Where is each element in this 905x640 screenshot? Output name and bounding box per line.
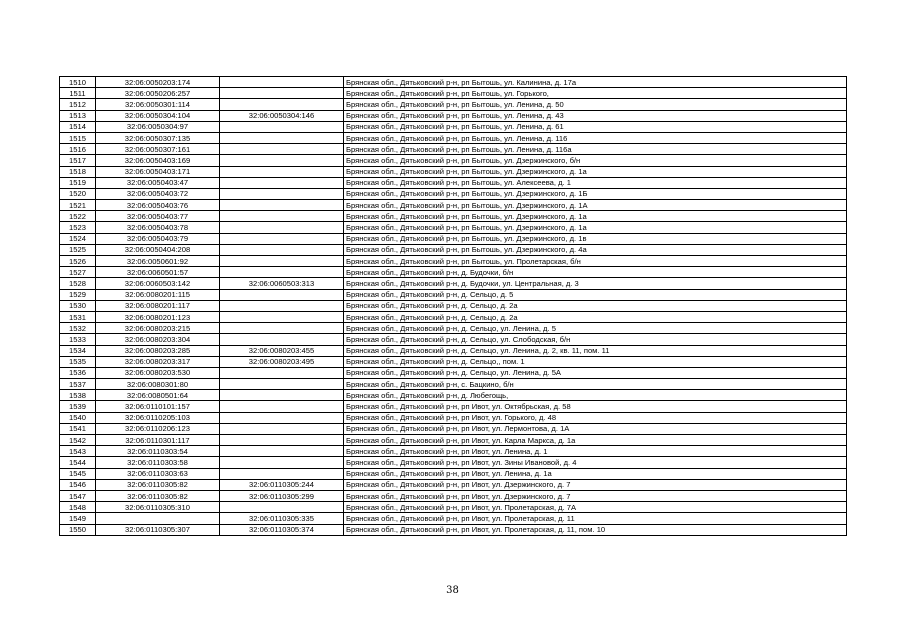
cadastral-number: 32:06:0060501:57 bbox=[96, 267, 220, 278]
related-cadastral-number: 32:06:0080203:495 bbox=[220, 356, 344, 367]
table-row bbox=[60, 200, 847, 211]
table-row bbox=[60, 401, 847, 412]
row-number: 1527 bbox=[60, 267, 96, 278]
cadastral-number: 32:06:0050307:135 bbox=[96, 132, 220, 143]
property-registry-table bbox=[59, 76, 847, 536]
cadastral-number: 32:06:0080501:64 bbox=[96, 390, 220, 401]
row-number: 1535 bbox=[60, 356, 96, 367]
related-cadastral-number: 32:06:0110305:335 bbox=[220, 513, 344, 524]
related-cadastral-number bbox=[220, 132, 344, 143]
address-cell: Брянская обл., Дятьковский р-н, рп Бытошь, ул. Ленина, д. 116а bbox=[344, 144, 847, 155]
cadastral-number: 32:06:0050403:171 bbox=[96, 166, 220, 177]
address-cell: Брянская обл., Дятьковский р-н, д. Сельцо, ул. Ленина, д. 5А bbox=[344, 367, 847, 378]
table-row bbox=[60, 132, 847, 143]
related-cadastral-number bbox=[220, 446, 344, 457]
address-cell: Брянская обл., Дятьковский р-н, рп Бытошь, ул. Ленина, д. 61 bbox=[344, 121, 847, 132]
table-row bbox=[60, 278, 847, 289]
address-cell: Брянская обл., Дятьковский р-н, д. Сельцо, ул. Ленина, д. 5 bbox=[344, 323, 847, 334]
address-cell: Брянская обл., Дятьковский р-н, рп Бытошь, ул. Алексеева, д. 1 bbox=[344, 177, 847, 188]
table-row bbox=[60, 490, 847, 501]
row-number: 1530 bbox=[60, 300, 96, 311]
related-cadastral-number bbox=[220, 177, 344, 188]
related-cadastral-number bbox=[220, 188, 344, 199]
cadastral-number: 32:06:0110303:54 bbox=[96, 446, 220, 457]
address-cell: Брянская обл., Дятьковский р-н, д. Сельцо, ул. Ленина, д. 2, кв. 11, пом. 11 bbox=[344, 345, 847, 356]
related-cadastral-number bbox=[220, 244, 344, 255]
table-row bbox=[60, 155, 847, 166]
cadastral-number: 32:06:0050403:47 bbox=[96, 177, 220, 188]
row-number: 1537 bbox=[60, 379, 96, 390]
address-cell: Брянская обл., Дятьковский р-н, рп Бытошь, ул. Ленина, д. 116 bbox=[344, 132, 847, 143]
row-number: 1533 bbox=[60, 334, 96, 345]
table-row bbox=[60, 244, 847, 255]
address-cell: Брянская обл., Дятьковский р-н, рп Бытошь, ул. Дзержинского, д. 1а bbox=[344, 222, 847, 233]
table-row bbox=[60, 479, 847, 490]
address-cell: Брянская обл., Дятьковский р-н, д. Сельцо, д. 2а bbox=[344, 300, 847, 311]
cadastral-number: 32:06:0110205:103 bbox=[96, 412, 220, 423]
table-row bbox=[60, 121, 847, 132]
table-row bbox=[60, 311, 847, 322]
table-row bbox=[60, 323, 847, 334]
row-number: 1547 bbox=[60, 490, 96, 501]
related-cadastral-number bbox=[220, 144, 344, 155]
row-number: 1510 bbox=[60, 77, 96, 88]
related-cadastral-number bbox=[220, 468, 344, 479]
related-cadastral-number: 32:06:0080203:455 bbox=[220, 345, 344, 356]
related-cadastral-number bbox=[220, 267, 344, 278]
address-cell: Брянская обл., Дятьковский р-н, рп Ивот, ул. Лермонтова, д. 1А bbox=[344, 423, 847, 434]
related-cadastral-number bbox=[220, 502, 344, 513]
cadastral-number: 32:06:0050403:77 bbox=[96, 211, 220, 222]
row-number: 1517 bbox=[60, 155, 96, 166]
table-row bbox=[60, 356, 847, 367]
table-row bbox=[60, 390, 847, 401]
table-row bbox=[60, 345, 847, 356]
cadastral-number: 32:06:0110206:123 bbox=[96, 423, 220, 434]
address-cell: Брянская обл., Дятьковский р-н, рп Бытошь, ул. Дзержинского, д. 1Б bbox=[344, 188, 847, 199]
related-cadastral-number bbox=[220, 233, 344, 244]
table-row bbox=[60, 446, 847, 457]
row-number: 1541 bbox=[60, 423, 96, 434]
address-cell: Брянская обл., Дятьковский р-н, д. Будочки, ул. Центральная, д. 3 bbox=[344, 278, 847, 289]
row-number: 1548 bbox=[60, 502, 96, 513]
cadastral-number: 32:06:0050307:161 bbox=[96, 144, 220, 155]
row-number: 1545 bbox=[60, 468, 96, 479]
address-cell: Брянская обл., Дятьковский р-н, рп Бытошь, ул. Дзержинского, д. 1а bbox=[344, 166, 847, 177]
cadastral-number: 32:06:0050403:169 bbox=[96, 155, 220, 166]
address-cell: Брянская обл., Дятьковский р-н, рп Бытошь, ул. Ленина, д. 50 bbox=[344, 99, 847, 110]
related-cadastral-number bbox=[220, 88, 344, 99]
table-body bbox=[60, 77, 847, 536]
row-number: 1529 bbox=[60, 289, 96, 300]
cadastral-number: 32:06:0050404:208 bbox=[96, 244, 220, 255]
address-cell: Брянская обл., Дятьковский р-н, с. Бацкино, б/н bbox=[344, 379, 847, 390]
table-row bbox=[60, 513, 847, 524]
cadastral-number: 32:06:0080201:123 bbox=[96, 311, 220, 322]
row-number: 1511 bbox=[60, 88, 96, 99]
table-row bbox=[60, 412, 847, 423]
cadastral-number: 32:06:0110303:63 bbox=[96, 468, 220, 479]
related-cadastral-number bbox=[220, 121, 344, 132]
row-number: 1516 bbox=[60, 144, 96, 155]
cadastral-number: 32:06:0110305:82 bbox=[96, 479, 220, 490]
table-row bbox=[60, 502, 847, 513]
row-number: 1524 bbox=[60, 233, 96, 244]
table-row bbox=[60, 99, 847, 110]
table-row bbox=[60, 423, 847, 434]
address-cell: Брянская обл., Дятьковский р-н, д. Сельцо,, пом. 1 bbox=[344, 356, 847, 367]
table-row bbox=[60, 188, 847, 199]
table-row bbox=[60, 379, 847, 390]
cadastral-number bbox=[96, 513, 220, 524]
cadastral-number: 32:06:0110305:310 bbox=[96, 502, 220, 513]
cadastral-number: 32:06:0050304:104 bbox=[96, 110, 220, 121]
address-cell: Брянская обл., Дятьковский р-н, рп Бытошь, ул. Калинина, д. 17а bbox=[344, 77, 847, 88]
table-row bbox=[60, 233, 847, 244]
address-cell: Брянская обл., Дятьковский р-н, рп Бытошь, ул. Дзержинского, б/н bbox=[344, 155, 847, 166]
row-number: 1542 bbox=[60, 435, 96, 446]
row-number: 1513 bbox=[60, 110, 96, 121]
cadastral-number: 32:06:0050301:114 bbox=[96, 99, 220, 110]
address-cell: Брянская обл., Дятьковский р-н, рп Бытошь, ул. Пролетарская, б/н bbox=[344, 256, 847, 267]
row-number: 1540 bbox=[60, 412, 96, 423]
address-cell: Брянская обл., Дятьковский р-н, рп Ивот, ул. Горького, д. 48 bbox=[344, 412, 847, 423]
related-cadastral-number: 32:06:0050304:146 bbox=[220, 110, 344, 121]
address-cell: Брянская обл., Дятьковский р-н, д. Будочки, б/н bbox=[344, 267, 847, 278]
cadastral-number: 32:06:0110305:82 bbox=[96, 490, 220, 501]
related-cadastral-number bbox=[220, 457, 344, 468]
cadastral-number: 32:06:0050203:174 bbox=[96, 77, 220, 88]
address-cell: Брянская обл., Дятьковский р-н, рп Бытошь, ул. Горького, bbox=[344, 88, 847, 99]
cadastral-number: 32:06:0110303:58 bbox=[96, 457, 220, 468]
cadastral-number: 32:06:0110101:157 bbox=[96, 401, 220, 412]
related-cadastral-number bbox=[220, 155, 344, 166]
cadastral-number: 32:06:0110305:307 bbox=[96, 524, 220, 535]
row-number: 1543 bbox=[60, 446, 96, 457]
related-cadastral-number bbox=[220, 99, 344, 110]
cadastral-number: 32:06:0050403:78 bbox=[96, 222, 220, 233]
related-cadastral-number bbox=[220, 401, 344, 412]
cadastral-number: 32:06:0080203:215 bbox=[96, 323, 220, 334]
related-cadastral-number bbox=[220, 367, 344, 378]
row-number: 1519 bbox=[60, 177, 96, 188]
related-cadastral-number bbox=[220, 334, 344, 345]
table-row bbox=[60, 166, 847, 177]
table-row bbox=[60, 457, 847, 468]
related-cadastral-number bbox=[220, 211, 344, 222]
row-number: 1550 bbox=[60, 524, 96, 535]
row-number: 1528 bbox=[60, 278, 96, 289]
cadastral-number: 32:06:0110301:117 bbox=[96, 435, 220, 446]
cadastral-number: 32:06:0080201:115 bbox=[96, 289, 220, 300]
cadastral-number: 32:06:0050206:257 bbox=[96, 88, 220, 99]
related-cadastral-number bbox=[220, 435, 344, 446]
address-cell: Брянская обл., Дятьковский р-н, рп Ивот, ул. Дзержинского, д. 7 bbox=[344, 479, 847, 490]
cadastral-number: 32:06:0050304:97 bbox=[96, 121, 220, 132]
table-row bbox=[60, 77, 847, 88]
cadastral-number: 32:06:0050601:92 bbox=[96, 256, 220, 267]
row-number: 1531 bbox=[60, 311, 96, 322]
table-row bbox=[60, 177, 847, 188]
address-cell: Брянская обл., Дятьковский р-н, рп Бытошь, ул. Дзержинского, д. 4а bbox=[344, 244, 847, 255]
row-number: 1532 bbox=[60, 323, 96, 334]
address-cell: Брянская обл., Дятьковский р-н, д. Сельцо, д. 5 bbox=[344, 289, 847, 300]
related-cadastral-number bbox=[220, 77, 344, 88]
row-number: 1525 bbox=[60, 244, 96, 255]
table-row bbox=[60, 334, 847, 345]
table-row bbox=[60, 300, 847, 311]
address-cell: Брянская обл., Дятьковский р-н, д. Любегощь, bbox=[344, 390, 847, 401]
address-cell: Брянская обл., Дятьковский р-н, рп Бытошь, ул. Дзержинского, д. 1а bbox=[344, 211, 847, 222]
address-cell: Брянская обл., Дятьковский р-н, рп Бытошь, ул. Дзержинского, д. 1А bbox=[344, 200, 847, 211]
cadastral-number: 32:06:0050403:72 bbox=[96, 188, 220, 199]
related-cadastral-number bbox=[220, 289, 344, 300]
row-number: 1522 bbox=[60, 211, 96, 222]
cadastral-number: 32:06:0080301:80 bbox=[96, 379, 220, 390]
cadastral-number: 32:06:0080203:285 bbox=[96, 345, 220, 356]
row-number: 1539 bbox=[60, 401, 96, 412]
cadastral-number: 32:06:0080203:304 bbox=[96, 334, 220, 345]
table-row bbox=[60, 144, 847, 155]
row-number: 1546 bbox=[60, 479, 96, 490]
cadastral-number: 32:06:0050403:76 bbox=[96, 200, 220, 211]
related-cadastral-number: 32:06:0110305:374 bbox=[220, 524, 344, 535]
table-row bbox=[60, 110, 847, 121]
address-cell: Брянская обл., Дятьковский р-н, рп Ивот, ул. Октябрьская, д. 58 bbox=[344, 401, 847, 412]
address-cell: Брянская обл., Дятьковский р-н, д. Сельцо, д. 2а bbox=[344, 311, 847, 322]
row-number: 1549 bbox=[60, 513, 96, 524]
address-cell: Брянская обл., Дятьковский р-н, рп Ивот, ул. Дзержинского, д. 7 bbox=[344, 490, 847, 501]
row-number: 1520 bbox=[60, 188, 96, 199]
related-cadastral-number bbox=[220, 412, 344, 423]
cadastral-number: 32:06:0060503:142 bbox=[96, 278, 220, 289]
table-row bbox=[60, 267, 847, 278]
cadastral-number: 32:06:0080203:317 bbox=[96, 356, 220, 367]
address-cell: Брянская обл., Дятьковский р-н, рп Ивот, ул. Карла Маркса, д. 1а bbox=[344, 435, 847, 446]
table-row bbox=[60, 88, 847, 99]
row-number: 1518 bbox=[60, 166, 96, 177]
related-cadastral-number bbox=[220, 379, 344, 390]
table-row bbox=[60, 524, 847, 535]
related-cadastral-number bbox=[220, 222, 344, 233]
address-cell: Брянская обл., Дятьковский р-н, рп Бытошь, ул. Дзержинского, д. 1в bbox=[344, 233, 847, 244]
related-cadastral-number bbox=[220, 200, 344, 211]
table-row bbox=[60, 256, 847, 267]
row-number: 1534 bbox=[60, 345, 96, 356]
related-cadastral-number bbox=[220, 390, 344, 401]
address-cell: Брянская обл., Дятьковский р-н, рп Ивот, ул. Ленина, д. 1 bbox=[344, 446, 847, 457]
related-cadastral-number: 32:06:0110305:244 bbox=[220, 479, 344, 490]
related-cadastral-number bbox=[220, 256, 344, 267]
row-number: 1521 bbox=[60, 200, 96, 211]
row-number: 1515 bbox=[60, 132, 96, 143]
row-number: 1526 bbox=[60, 256, 96, 267]
address-cell: Брянская обл., Дятьковский р-н, рп Ивот, ул. Зины Ивановой, д. 4 bbox=[344, 457, 847, 468]
table-row bbox=[60, 468, 847, 479]
table-row bbox=[60, 211, 847, 222]
cadastral-number: 32:06:0080201:117 bbox=[96, 300, 220, 311]
row-number: 1512 bbox=[60, 99, 96, 110]
address-cell: Брянская обл., Дятьковский р-н, рп Бытошь, ул. Ленина, д. 43 bbox=[344, 110, 847, 121]
row-number: 1538 bbox=[60, 390, 96, 401]
table-row bbox=[60, 222, 847, 233]
address-cell: Брянская обл., Дятьковский р-н, д. Сельцо, ул. Слободская, б/н bbox=[344, 334, 847, 345]
cadastral-number: 32:06:0050403:79 bbox=[96, 233, 220, 244]
row-number: 1536 bbox=[60, 367, 96, 378]
address-cell: Брянская обл., Дятьковский р-н, рп Ивот, ул. Пролетарская, д. 11, пом. 10 bbox=[344, 524, 847, 535]
related-cadastral-number bbox=[220, 423, 344, 434]
related-cadastral-number: 32:06:0060503:313 bbox=[220, 278, 344, 289]
page-number: 38 bbox=[446, 585, 459, 596]
table-row bbox=[60, 289, 847, 300]
related-cadastral-number bbox=[220, 166, 344, 177]
table-row bbox=[60, 367, 847, 378]
table-row bbox=[60, 435, 847, 446]
related-cadastral-number: 32:06:0110305:299 bbox=[220, 490, 344, 501]
row-number: 1523 bbox=[60, 222, 96, 233]
address-cell: Брянская обл., Дятьковский р-н, рп Ивот, ул. Пролетарская, д. 11 bbox=[344, 513, 847, 524]
related-cadastral-number bbox=[220, 300, 344, 311]
related-cadastral-number bbox=[220, 311, 344, 322]
cadastral-number: 32:06:0080203:530 bbox=[96, 367, 220, 378]
related-cadastral-number bbox=[220, 323, 344, 334]
row-number: 1514 bbox=[60, 121, 96, 132]
row-number: 1544 bbox=[60, 457, 96, 468]
address-cell: Брянская обл., Дятьковский р-н, рп Ивот, ул. Пролетарская, д. 7А bbox=[344, 502, 847, 513]
address-cell: Брянская обл., Дятьковский р-н, рп Ивот, ул. Ленина, д. 1а bbox=[344, 468, 847, 479]
